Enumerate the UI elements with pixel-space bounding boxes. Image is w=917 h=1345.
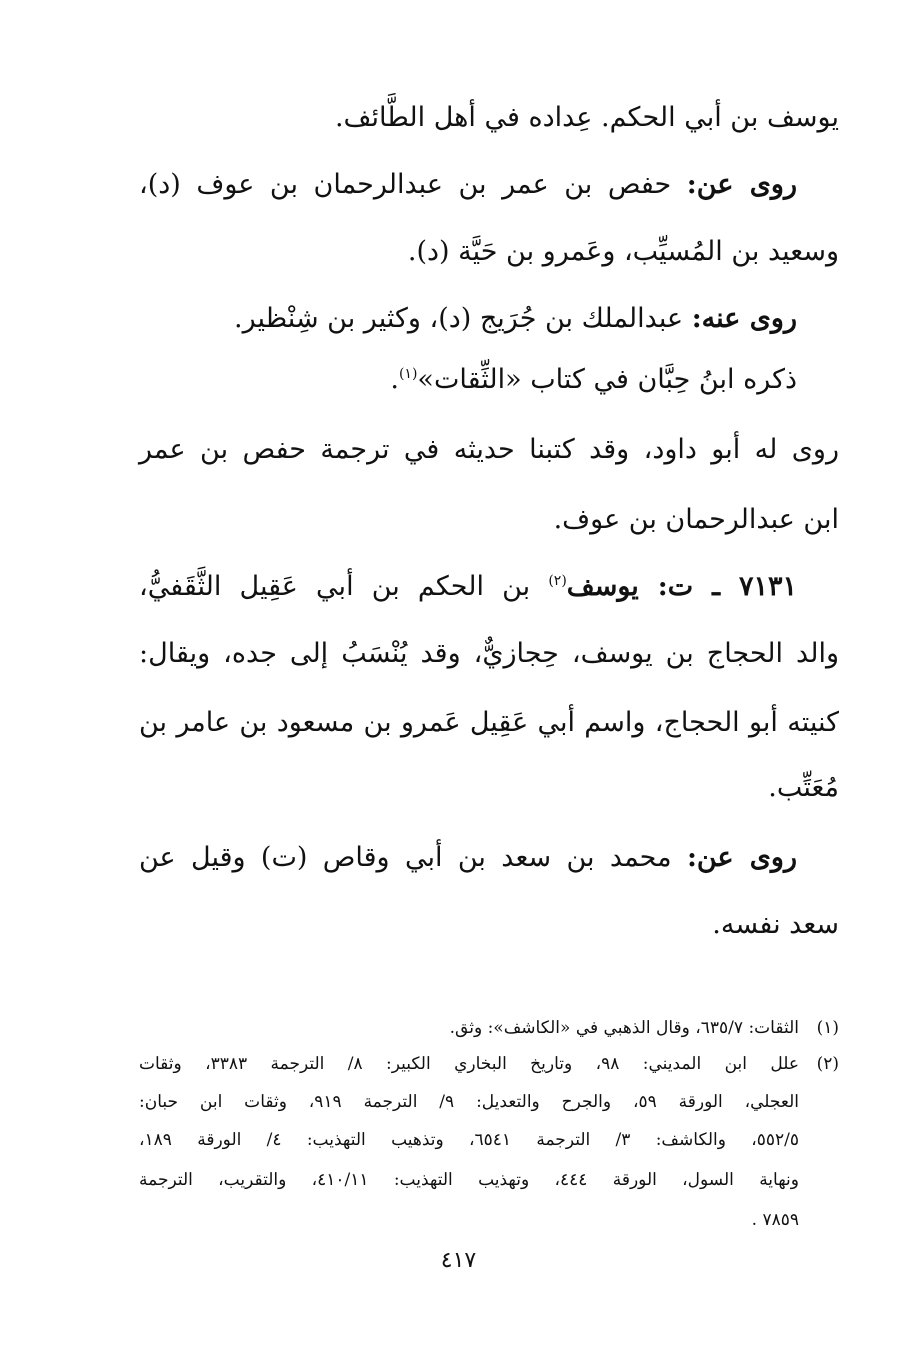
narrated-from-text-2: محمد بن سعد بن أبي وقاص (ت) وقيل عن: [139, 842, 672, 873]
text-line-7: ابن عبدالرحمان بن عوف.: [553, 504, 839, 535]
footnote-text-line: علل ابن المديني: ٩٨، وتاريخ البخاري الكبير: ٨/ الترجمة ٣٣٨٣، وثقات: [139, 1054, 799, 1074]
text-line-1: يوسف بن أبي الحكم. عِداده في أهل الطَّائف.: [334, 102, 839, 133]
entry-name-text: بن الحكم بن أبي عَقِيل الثَّقَفيُّ،: [139, 571, 531, 602]
text-line-10: كنيته أبو الحجاج، واسم أبي عَقِيل عَمرو بن مسعود بن عامر بن: [139, 707, 839, 738]
entry-number-label: ٧١٣١ ـ ت: يوسف: [566, 571, 797, 602]
line-period: .: [390, 364, 399, 395]
narrated-by-label: روى عنه:: [691, 303, 797, 334]
text-line-12: [139, 838, 839, 878]
footnote-text-line: ونهاية السول، الورقة ٤٤٤، وتهذيب التهذيب: ٤١٠/١١، والتقريب، الترجمة: [139, 1170, 799, 1190]
text-line-3: وسعيد بن المُسيِّب، وعَمرو بن حَيَّة (د).: [407, 236, 839, 267]
narrated-from-label: روى عن:: [686, 169, 797, 200]
footnote-text-line: العجلي، الورقة ٥٩، والجرح والتعديل: ٩/ الترجمة ٩١٩، وثقات ابن حبان:: [139, 1092, 799, 1112]
narrated-from-text: حفص بن عمر بن عبدالرحمان بن عوف (د)،: [139, 169, 672, 200]
text-line-5: [97, 360, 839, 400]
thiqat-mention: ذكره ابنُ حِبَّان في كتاب «الثِّقات»: [417, 364, 797, 395]
footnote-number: (٢): [816, 1054, 839, 1074]
footnote-ref-2: (٢): [548, 573, 567, 589]
footnote-text-line: ٥٥٢/٥، والكاشف: ٣/ الترجمة ٦٥٤١، وتذهيب التهذيب: ٤/ الورقة ١٨٩،: [139, 1130, 800, 1150]
text-line-4: [97, 299, 839, 339]
page-number: ٤١٧: [440, 1248, 477, 1273]
narrated-by-text: عبدالملك بن جُرَيج (د)، وكثير بن شِنْظير.: [234, 303, 684, 334]
footnote-text: الثقات: ٦٣٥/٧، وقال الذهبي في «الكاشف»: وثق.: [449, 1018, 799, 1038]
footnote-number: (١): [816, 1018, 839, 1038]
entry-header-line: [139, 567, 839, 607]
text-line-2: [139, 165, 839, 205]
footnote-text-line: ٧٨٥٩ .: [751, 1210, 799, 1230]
text-line-6: روى له أبو داود، وقد كتبنا حديثه في ترجمة حفص بن عمر: [139, 434, 839, 465]
footnote-ref-1: (١): [398, 366, 418, 382]
text-line-13: سعد نفسه.: [712, 909, 839, 940]
narrated-from-label-2: روى عن:: [686, 842, 797, 873]
text-line-11: مُعَتِّب.: [768, 772, 839, 803]
text-line-9: والد الحجاج بن يوسف، حِجازيٌّ، وقد يُنْسَبُ إلى جده، ويقال:: [139, 638, 839, 669]
